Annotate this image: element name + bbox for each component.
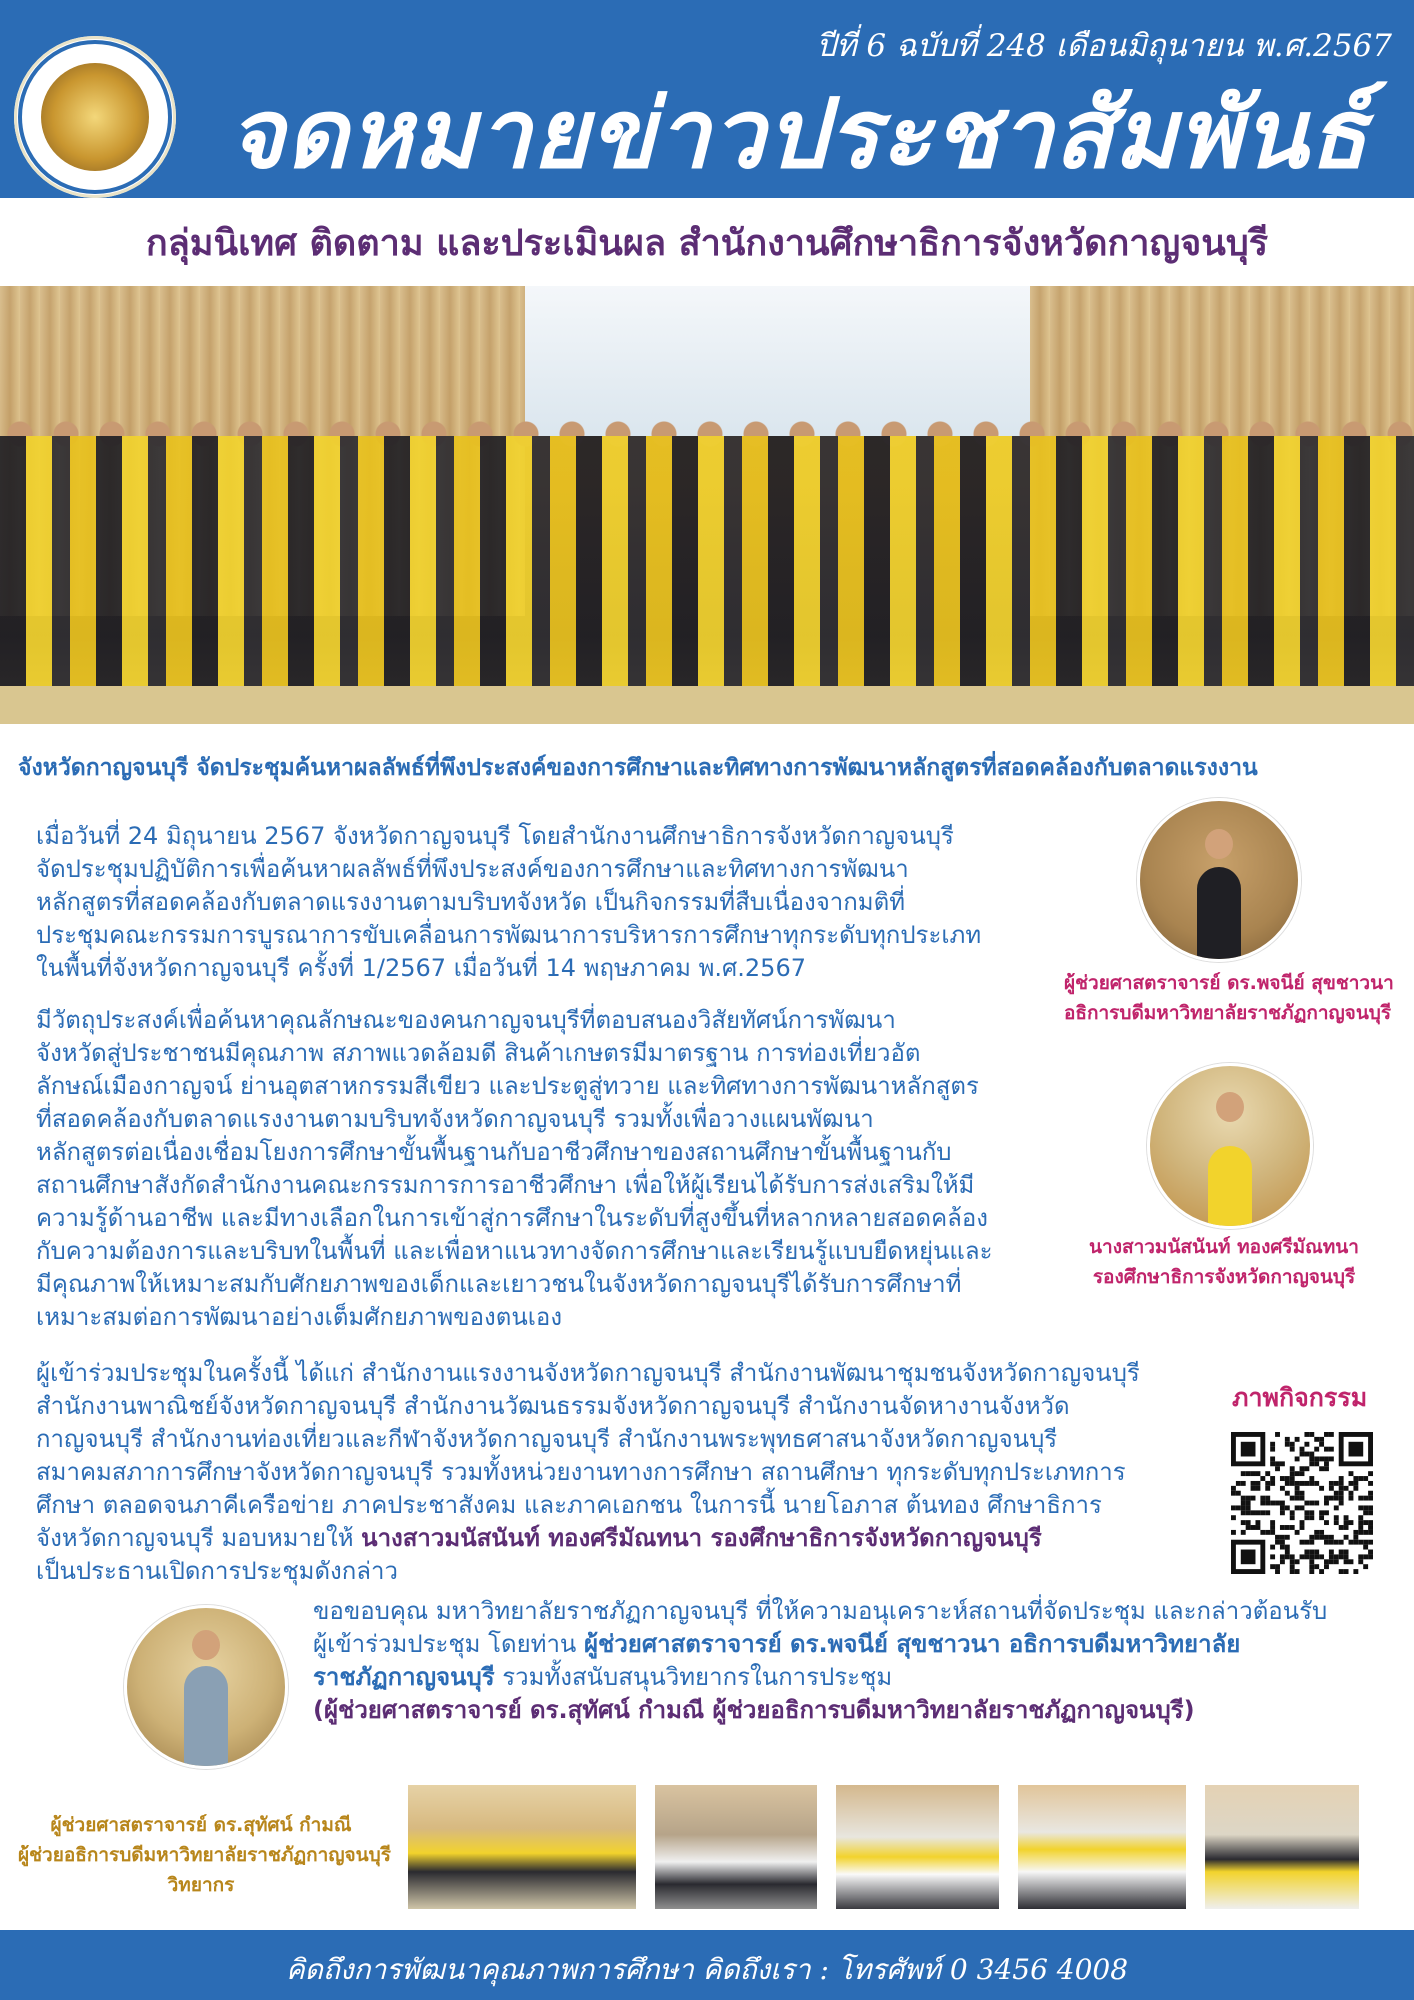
paragraph-line: มีวัตถุประสงค์เพื่อค้นหาคุณลักษณะของคนกาญจนบุรีที่ตอบสนองวิสัยทัศน์การพัฒนา bbox=[36, 1006, 896, 1034]
activity-label: ภาพกิจกรรม bbox=[1232, 1383, 1368, 1412]
paragraph-2 bbox=[36, 1004, 1066, 1334]
paragraph-line: ขอขอบคุณ มหาวิทยาลัยราชภัฏกาญจนบุรี ที่ให้ความอนุเคราะห์สถานที่จัดประชุม และกล่าวต้อนรับ bbox=[313, 1597, 1328, 1625]
speaker-caption bbox=[18, 1810, 391, 1900]
paragraph-3 bbox=[36, 1357, 1236, 1588]
group-photo bbox=[0, 286, 1414, 724]
organization-line: กลุ่มนิเทศ ติดตาม และประเมินผล สำนักงานศึกษาธิการจังหวัดกาญจนบุรี bbox=[145, 223, 1269, 264]
paragraph-line bbox=[36, 1522, 1236, 1555]
paragraph-line: ความรู้ด้านอาชีพ และมีทางเลือกในการเข้าสู่การศึกษาในระดับที่สูงขึ้นที่หลากหลายสอดคล้อง bbox=[36, 1204, 988, 1232]
speaker-portrait bbox=[124, 1605, 288, 1769]
paragraph-text: ผู้เข้าร่วมประชุม โดยท่าน bbox=[313, 1630, 584, 1658]
logo-emblem-icon bbox=[41, 63, 149, 171]
caption-line: รองศึกษาธิการจังหวัดกาญจนบุรี bbox=[1092, 1266, 1356, 1288]
portrait-face bbox=[1216, 1092, 1244, 1122]
caption-line: นางสาวมนัสนันท์ ทองศรีมัณทนา bbox=[1089, 1236, 1359, 1258]
paragraph-line bbox=[313, 1661, 1403, 1694]
paragraph-line: สมาคมสภาการศึกษาจังหวัดกาญจนบุรี รวมทั้งหน่วยงานทางการศึกษา สถานศึกษา ทุกระดับทุกประเภทการ bbox=[36, 1458, 1126, 1486]
paragraph-line: ในพื้นที่จังหวัดกาญจนบุรี ครั้งที่ 1/2567 เมื่อวันที่ 14 พฤษภาคม พ.ศ.2567 bbox=[36, 954, 806, 982]
paragraph-line: จัดประชุมปฏิบัติการเพื่อค้นหาผลลัพธ์ที่พึงประสงค์ของการศึกษาและทิศทางการพัฒนา bbox=[36, 855, 909, 883]
deputy-portrait bbox=[1147, 1063, 1313, 1229]
caption-line: วิทยากร bbox=[167, 1874, 235, 1896]
paragraph-line: ลักษณ์เมืองกาญจน์ ย่านอุตสาหกรรมสีเขียว และประตูสู่ทวาย และทิศทางการพัฒนาหลักสูตร bbox=[36, 1072, 979, 1100]
rector-caption bbox=[1064, 968, 1394, 1028]
paragraph-text: รวมทั้งสนับสนุนวิทยากรในการประชุม bbox=[494, 1663, 893, 1691]
rector-portrait bbox=[1137, 798, 1301, 962]
paragraph-line: สถานศึกษาสังกัดสำนักงานคณะกรรมการการอาชีวศึกษา เพื่อให้ผู้เรียนได้รับการส่งเสริมให้มี bbox=[36, 1171, 975, 1199]
stage-floor bbox=[0, 686, 1414, 724]
paragraph-line: ประชุมคณะกรรมการบูรณาการขับเคลื่อนการพัฒนาการบริหารการศึกษาทุกระดับทุกประเภท bbox=[36, 921, 982, 949]
activity-photo-5 bbox=[1205, 1785, 1359, 1909]
paragraph-line: มีคุณภาพให้เหมาะสมกับศักยภาพของเด็กและเยาวชนในจังหวัดกาญจนบุรีได้รับการศึกษาที่ bbox=[36, 1270, 962, 1298]
activity-photo-2 bbox=[655, 1785, 817, 1909]
activity-photo-1 bbox=[408, 1785, 636, 1909]
paragraph-text: จังหวัดกาญจนบุรี มอบหมายให้ bbox=[36, 1524, 362, 1552]
caption-line: ผู้ช่วยศาสตราจารย์ ดร.พจนีย์ สุขชาวนา bbox=[1064, 972, 1394, 994]
paragraph-line: จังหวัดสู่ประชาชนมีคุณภาพ สภาพแวดล้อมดี สินค้าเกษตรมีมาตรฐาน การท่องเที่ยวอัต bbox=[36, 1039, 921, 1067]
paragraph-4 bbox=[313, 1595, 1403, 1727]
portrait-figure bbox=[1208, 1146, 1252, 1226]
rector-name: ผู้ช่วยศาสตราจารย์ ดร.พจนีย์ สุขชาวนา อธิการบดีมหาวิทยาลัย bbox=[583, 1630, 1241, 1658]
qr-code-icon bbox=[1231, 1432, 1373, 1574]
portrait-figure bbox=[1197, 867, 1241, 959]
paragraph-line: สำนักงานพาณิชย์จังหวัดกาญจนบุรี สำนักงานวัฒนธรรมจังหวัดกาญจนบุรี สำนักงานจัดหางานจังหวัด bbox=[36, 1392, 1070, 1420]
paragraph-line: กับความต้องการและบริบทในพื้นที่ และเพื่อหาแนวทางจัดการศึกษาและเรียนรู้แบบยืดหยุ่นและ bbox=[36, 1237, 993, 1265]
caption-line: ผู้ช่วยอธิการบดีมหาวิทยาลัยราชภัฏกาญจนบุรี bbox=[18, 1844, 391, 1866]
paragraph-line: เหมาะสมต่อการพัฒนาอย่างเต็มศักยภาพของตนเอง bbox=[36, 1303, 563, 1331]
news-headline: จังหวัดกาญจนบุรี จัดประชุมค้นหาผลลัพธ์ที่พึงประสงค์ของการศึกษาและทิศทางการพัฒนาหลักสูตรที่สอดคล้องกับตลาดแรงงาน bbox=[18, 755, 1258, 781]
paragraph-1 bbox=[36, 820, 1066, 985]
office-logo bbox=[14, 36, 176, 198]
masthead-title: จดหมายข่าวประชาสัมพันธ์ bbox=[228, 77, 1369, 190]
footer-contact: คิดถึงการพัฒนาคุณภาพการศึกษา คิดถึงเรา : โทรศัพท์ 0 3456 4008 bbox=[285, 1953, 1129, 1986]
portrait-face bbox=[1205, 829, 1233, 859]
paragraph-line: หลักสูตรที่สอดคล้องกับตลาดแรงงานตามบริบทจังหวัด เป็นกิจกรรมที่สืบเนื่องจากมติที่ bbox=[36, 888, 906, 916]
deputy-caption bbox=[1084, 1232, 1364, 1292]
activity-photo-4 bbox=[1018, 1785, 1186, 1909]
paragraph-line: หลักสูตรต่อเนื่องเชื่อมโยงการศึกษาขั้นพื้นฐานกับอาชีวศึกษาของสถานศึกษาขั้นพื้นฐานกับ bbox=[36, 1138, 952, 1166]
paragraph-line: กาญจนบุรี สำนักงานท่องเที่ยวและกีฬาจังหวัดกาญจนบุรี สำนักงานพระพุทธศาสนาจังหวัดกาญจนบุรี bbox=[36, 1425, 1058, 1453]
paragraph-line: ผู้เข้าร่วมประชุมในครั้งนี้ ได้แก่ สำนักงานแรงงานจังหวัดกาญจนบุรี สำนักงานพัฒนาชุมชนจังหวัดกาญจนบุรี bbox=[36, 1359, 1140, 1387]
paragraph-line: เมื่อวันที่ 24 มิถุนายน 2567 จังหวัดกาญจนบุรี โดยสำนักงานศึกษาธิการจังหวัดกาญจนบุรี bbox=[36, 822, 954, 850]
paragraph-line bbox=[313, 1628, 1403, 1661]
issue-line: ปีที่ 6 ฉบับที่ 248 เดือนมิถุนายน พ.ศ.2567 bbox=[816, 28, 1392, 64]
rector-university: ราชภัฏกาญจนบุรี bbox=[313, 1663, 495, 1691]
portrait-face bbox=[192, 1630, 220, 1660]
paragraph-line: เป็นประธานเปิดการประชุมดังกล่าว bbox=[36, 1557, 398, 1585]
paragraph-line: ที่สอดคล้องกับตลาดแรงงานตามบริบทจังหวัดกาญจนบุรี รวมทั้งเพื่อวางแผนพัฒนา bbox=[36, 1105, 874, 1133]
paragraph-line: ศึกษา ตลอดจนภาคีเครือข่าย ภาคประชาสังคม และภาคเอกชน ในการนี้ นายโอภาส ต้นทอง ศึกษาธิการ bbox=[36, 1491, 1102, 1519]
activity-qr-code[interactable] bbox=[1231, 1432, 1373, 1574]
activity-photo-3 bbox=[836, 1785, 999, 1909]
chairperson-name: นางสาวมนัสนันท์ ทองศรีมัณทนา รองศึกษาธิการจังหวัดกาญจนบุรี bbox=[361, 1524, 1042, 1552]
crowd-people bbox=[0, 436, 1414, 696]
caption-line: อธิการบดีมหาวิทยาลัยราชภัฏกาญจนบุรี bbox=[1064, 1002, 1392, 1024]
portrait-figure bbox=[184, 1666, 228, 1766]
speaker-note: (ผู้ช่วยศาสตราจารย์ ดร.สุทัศน์ กำมณี ผู้ช่วยอธิการบดีมหาวิทยาลัยราชภัฏกาญจนบุรี) bbox=[313, 1696, 1195, 1724]
caption-line: ผู้ช่วยศาสตราจารย์ ดร.สุทัศน์ กำมณี bbox=[50, 1814, 352, 1836]
